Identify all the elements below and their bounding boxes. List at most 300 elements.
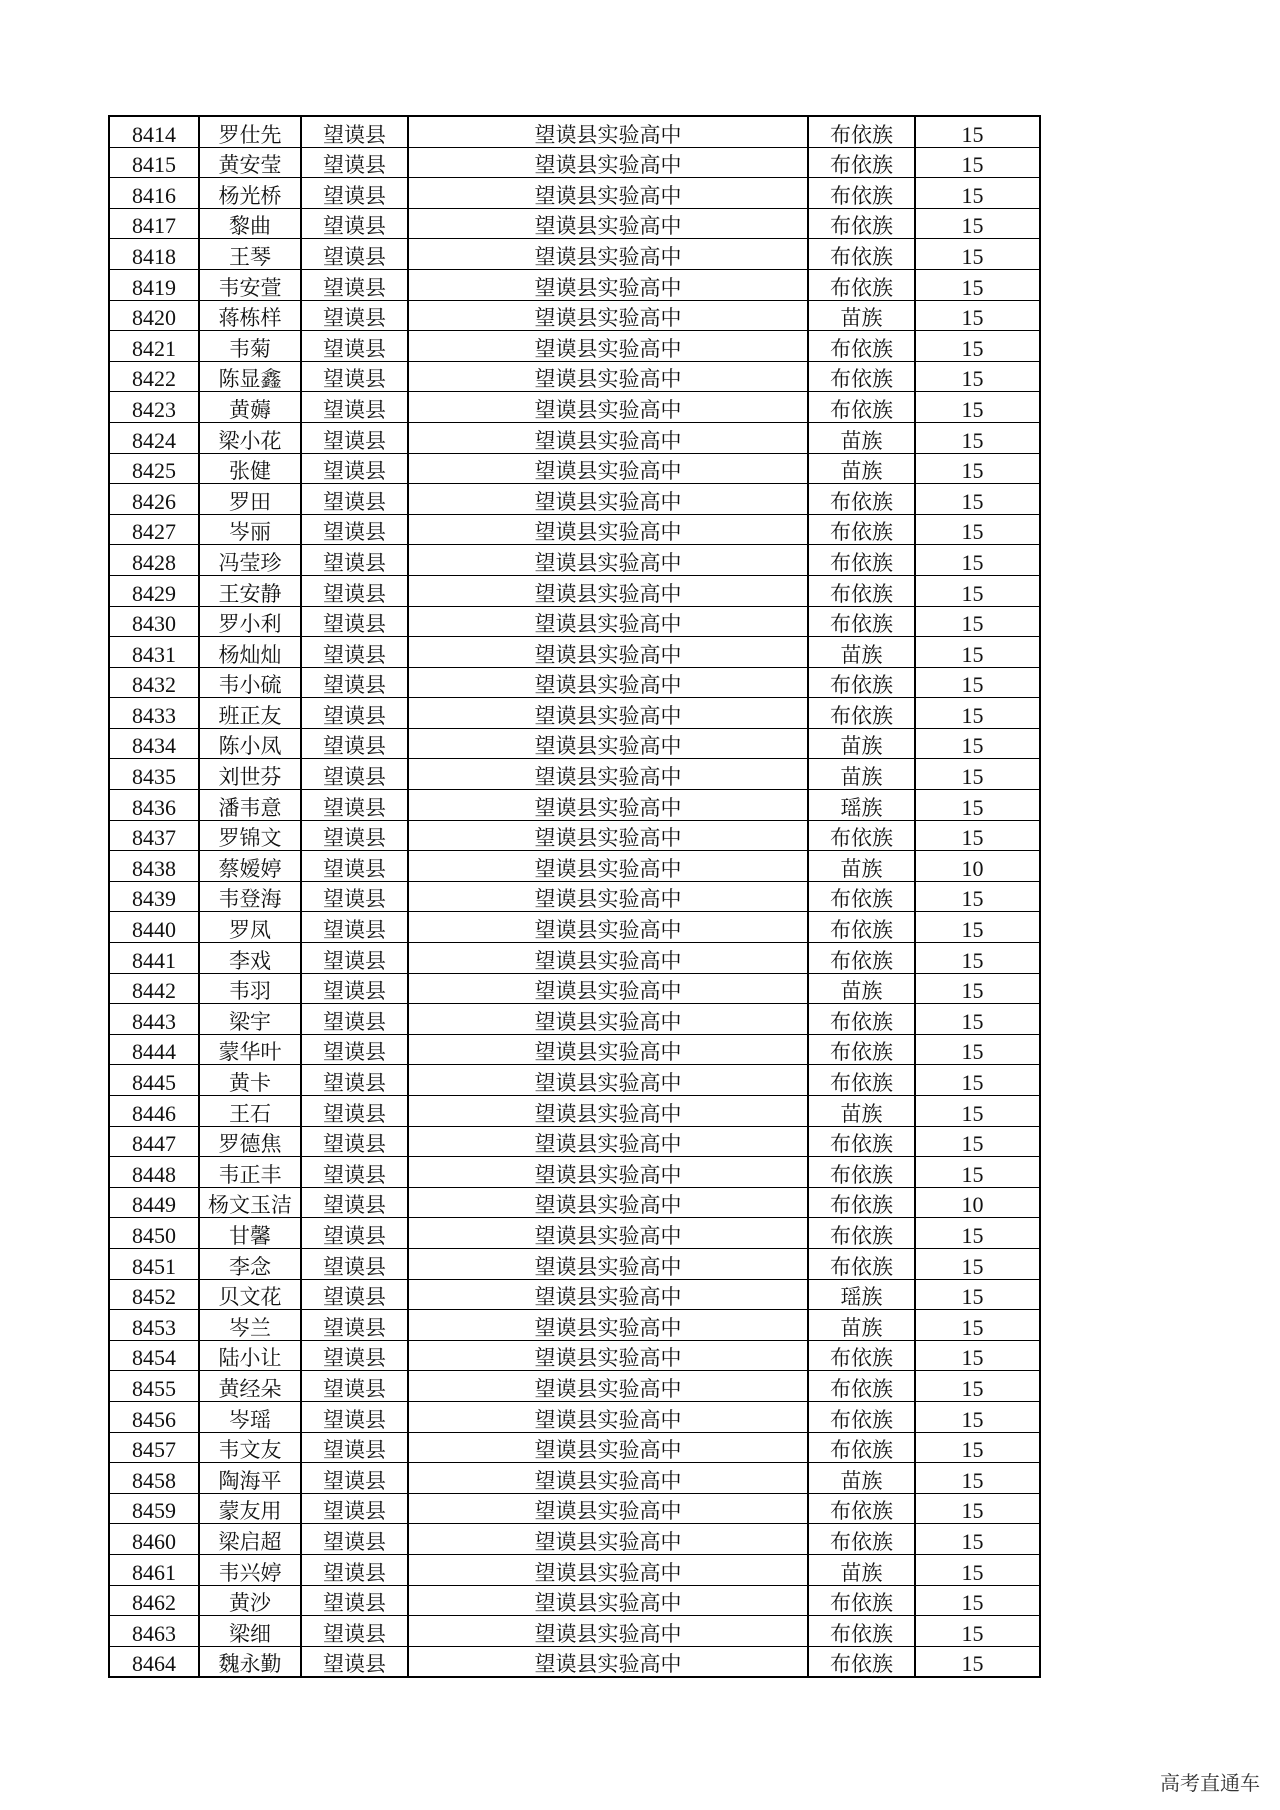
cell-score-text: 15 [961, 978, 984, 1004]
cell-score [915, 545, 1040, 576]
cell-score [915, 300, 1040, 331]
cell-number-text: 8447 [132, 1131, 176, 1157]
cell-ethnicity [808, 881, 915, 912]
cell-score [915, 667, 1040, 698]
cell-school [408, 1248, 808, 1279]
cell-county [301, 1554, 408, 1585]
cell-name-text: 韦登海 [218, 887, 282, 912]
cell-school [408, 728, 808, 759]
cell-name-text: 潘韦意 [218, 795, 282, 820]
cell-county-text: 望谟县 [323, 795, 386, 820]
cell-ethnicity [808, 1432, 915, 1463]
cell-ethnicity [808, 698, 915, 729]
cell-school-text: 望谟县实验高中 [534, 1040, 682, 1065]
cell-score [915, 1310, 1040, 1341]
table-row [109, 116, 1040, 147]
cell-school-text: 望谟县实验高中 [534, 1132, 682, 1157]
table-row [109, 1034, 1040, 1065]
cell-name [199, 1096, 301, 1127]
cell-score-text: 15 [961, 1467, 984, 1493]
cell-school [408, 1065, 808, 1096]
table-row [109, 1493, 1040, 1524]
cell-number [109, 1034, 199, 1065]
cell-name [199, 1585, 301, 1616]
cell-school-text: 望谟县实验高中 [534, 1193, 682, 1218]
cell-ethnicity [808, 575, 915, 606]
cell-ethnicity-text: 布依族 [830, 336, 893, 361]
cell-name [199, 514, 301, 545]
cell-county-text: 望谟县 [323, 1009, 386, 1034]
cell-number-text: 8448 [132, 1161, 176, 1187]
cell-score-text: 15 [961, 1620, 984, 1646]
cell-county [301, 1248, 408, 1279]
cell-ethnicity-text: 瑶族 [840, 795, 883, 820]
cell-school-text: 望谟县实验高中 [534, 856, 682, 881]
cell-school [408, 1340, 808, 1371]
cell-ethnicity [808, 667, 915, 698]
cell-score [915, 1646, 1040, 1677]
cell-county-text: 望谟县 [323, 1162, 386, 1187]
cell-ethnicity [808, 178, 915, 209]
cell-number [109, 1004, 199, 1035]
cell-score [915, 1218, 1040, 1249]
cell-number [109, 1463, 199, 1494]
table-row [109, 790, 1040, 821]
cell-ethnicity [808, 1034, 915, 1065]
cell-county [301, 392, 408, 423]
cell-county-text: 望谟县 [323, 1468, 386, 1493]
cell-school-text: 望谟县实验高中 [534, 1499, 682, 1524]
cell-name [199, 239, 301, 270]
cell-school-text: 望谟县实验高中 [534, 826, 682, 851]
cell-ethnicity [808, 1279, 915, 1310]
cell-name-text: 杨光桥 [218, 183, 282, 208]
cell-name [199, 973, 301, 1004]
cell-school [408, 514, 808, 545]
cell-name-text: 王石 [229, 1101, 271, 1126]
cell-score-text: 15 [961, 366, 984, 392]
cell-name [199, 1157, 301, 1188]
cell-name [199, 331, 301, 362]
cell-county [301, 1463, 408, 1494]
cell-county-text: 望谟县 [323, 489, 386, 514]
cell-ethnicity-text: 布依族 [830, 1346, 893, 1371]
cell-school [408, 943, 808, 974]
cell-county-text: 望谟县 [323, 1407, 386, 1432]
cell-county-text: 望谟县 [323, 275, 386, 300]
cell-county [301, 1493, 408, 1524]
cell-ethnicity-text: 布依族 [830, 1591, 893, 1616]
cell-school [408, 1432, 808, 1463]
cell-number-text: 8432 [132, 672, 176, 698]
cell-ethnicity-text: 布依族 [830, 214, 893, 239]
cell-number-text: 8421 [132, 335, 176, 361]
cell-county [301, 1616, 408, 1647]
cell-county [301, 1401, 408, 1432]
cell-school-text: 望谟县实验高中 [534, 1071, 682, 1095]
cell-county-text: 望谟县 [323, 856, 386, 881]
cell-school-text: 望谟县实验高中 [534, 214, 682, 239]
cell-score-text: 15 [961, 1161, 984, 1187]
cell-county-text: 望谟县 [323, 826, 386, 851]
cell-name-text: 黄安莹 [218, 153, 282, 178]
cell-score-text: 15 [961, 1253, 984, 1279]
cell-number [109, 606, 199, 637]
cell-county [301, 1004, 408, 1035]
cell-number-text: 8443 [132, 1008, 176, 1034]
cell-county-text: 望谟县 [323, 428, 386, 453]
cell-ethnicity [808, 331, 915, 362]
cell-score-text: 15 [961, 1284, 984, 1310]
cell-number [109, 331, 199, 362]
watermark-text: 高考直通车 [1160, 1771, 1260, 1795]
cell-score [915, 361, 1040, 392]
cell-number-text: 8429 [132, 580, 176, 606]
cell-county [301, 943, 408, 974]
cell-score-text: 15 [961, 182, 984, 208]
cell-ethnicity-text: 苗族 [840, 1101, 883, 1126]
cell-school-text: 望谟县实验高中 [534, 1529, 682, 1554]
cell-school [408, 1493, 808, 1524]
cell-score-text: 15 [961, 1437, 984, 1463]
cell-number-text: 8430 [132, 611, 176, 637]
cell-ethnicity [808, 1218, 915, 1249]
cell-county [301, 1585, 408, 1616]
cell-ethnicity [808, 606, 915, 637]
cell-number-text: 8416 [132, 182, 176, 208]
cell-school [408, 208, 808, 239]
cell-school [408, 606, 808, 637]
cell-county-text: 望谟县 [323, 1652, 386, 1677]
cell-ethnicity-text: 布依族 [830, 1254, 893, 1279]
table-row [109, 1401, 1040, 1432]
cell-name-text: 韦兴婷 [218, 1560, 282, 1585]
cell-county-text: 望谟县 [323, 979, 386, 1004]
cell-number [109, 422, 199, 453]
cell-county-text: 望谟县 [323, 1376, 386, 1401]
cell-name-text: 贝文花 [218, 1285, 282, 1310]
cell-school-text: 望谟县实验高中 [534, 550, 682, 575]
cell-number [109, 1310, 199, 1341]
cell-county [301, 545, 408, 576]
cell-ethnicity-text: 布依族 [830, 367, 893, 392]
cell-county [301, 1187, 408, 1218]
cell-ethnicity-text: 布依族 [830, 397, 893, 422]
cell-name-text: 罗锦文 [218, 826, 282, 851]
cell-number [109, 1585, 199, 1616]
cell-school-text: 望谟县实验高中 [534, 1162, 682, 1187]
cell-name [199, 820, 301, 851]
cell-school [408, 331, 808, 362]
cell-county [301, 820, 408, 851]
cell-ethnicity-text: 布依族 [830, 948, 893, 973]
cell-ethnicity [808, 912, 915, 943]
cell-school-text: 望谟县实验高中 [534, 642, 682, 667]
cell-score-text: 15 [961, 672, 984, 698]
cell-number [109, 912, 199, 943]
cell-school-text: 望谟县实验高中 [534, 1621, 682, 1646]
cell-county [301, 912, 408, 943]
cell-score-text: 15 [961, 917, 984, 943]
cell-name-text: 梁小花 [218, 428, 282, 453]
cell-name [199, 484, 301, 515]
cell-school-text: 望谟县实验高中 [534, 275, 682, 300]
cell-ethnicity-text: 布依族 [830, 122, 893, 147]
cell-name [199, 943, 301, 974]
cell-ethnicity-text: 布依族 [830, 489, 893, 514]
cell-ethnicity [808, 422, 915, 453]
cell-score-text: 15 [961, 1498, 984, 1524]
cell-school-text: 望谟县实验高中 [534, 1101, 682, 1126]
cell-score-text: 10 [961, 1192, 984, 1218]
cell-ethnicity-text: 苗族 [840, 765, 883, 790]
cell-name-text: 王安静 [218, 581, 282, 606]
cell-score [915, 392, 1040, 423]
cell-school-text: 望谟县实验高中 [534, 1315, 682, 1340]
cell-score-text: 15 [961, 733, 984, 759]
cell-score-text: 15 [961, 886, 984, 912]
cell-score-text: 15 [961, 825, 984, 851]
cell-name-text: 韦文友 [218, 1438, 282, 1463]
cell-number [109, 1371, 199, 1402]
cell-name-text: 梁启超 [218, 1529, 282, 1554]
table-row [109, 851, 1040, 882]
cell-name-text: 罗德焦 [218, 1132, 282, 1157]
cell-number [109, 1279, 199, 1310]
cell-score-text: 15 [961, 641, 984, 667]
cell-name [199, 1524, 301, 1555]
cell-school-text: 望谟县实验高中 [534, 673, 682, 698]
cell-county-text: 望谟县 [323, 1132, 386, 1157]
cell-score [915, 759, 1040, 790]
cell-name-text: 魏永勤 [218, 1652, 282, 1677]
cell-name [199, 1034, 301, 1065]
cell-ethnicity-text: 苗族 [840, 979, 883, 1004]
cell-county-text: 望谟县 [323, 1560, 386, 1585]
cell-name-text: 蒙华叶 [218, 1040, 282, 1065]
cell-name-text: 甘馨 [229, 1223, 271, 1248]
cell-score [915, 912, 1040, 943]
table-row [109, 484, 1040, 515]
cell-name [199, 881, 301, 912]
table-row [109, 1065, 1040, 1096]
cell-county [301, 422, 408, 453]
cell-number-text: 8428 [132, 549, 176, 575]
cell-score [915, 851, 1040, 882]
cell-name-text: 李念 [229, 1254, 271, 1279]
cell-ethnicity [808, 1096, 915, 1127]
cell-ethnicity-text: 布依族 [830, 1223, 893, 1248]
cell-school [408, 1646, 808, 1677]
cell-number [109, 1187, 199, 1218]
cell-number [109, 116, 199, 147]
cell-score [915, 1371, 1040, 1402]
cell-school [408, 1463, 808, 1494]
table-row [109, 1218, 1040, 1249]
cell-number [109, 575, 199, 606]
cell-ethnicity [808, 759, 915, 790]
cell-number-text: 8446 [132, 1100, 176, 1126]
cell-number-text: 8452 [132, 1284, 176, 1310]
cell-ethnicity [808, 1463, 915, 1494]
cell-number-text: 8437 [132, 825, 176, 851]
cell-school-text: 望谟县实验高中 [534, 1009, 682, 1034]
cell-county [301, 851, 408, 882]
cell-name [199, 1616, 301, 1647]
cell-ethnicity-text: 苗族 [840, 428, 883, 453]
cell-ethnicity [808, 1616, 915, 1647]
cell-ethnicity-text: 布依族 [830, 826, 893, 851]
cell-school-text: 望谟县实验高中 [534, 581, 682, 606]
cell-ethnicity-text: 布依族 [830, 183, 893, 208]
cell-school-text: 望谟县实验高中 [534, 1591, 682, 1616]
cell-score-text: 10 [961, 855, 984, 881]
cell-ethnicity [808, 943, 915, 974]
cell-number-text: 8444 [132, 1039, 176, 1065]
cell-number [109, 147, 199, 178]
cell-score-text: 15 [961, 1100, 984, 1126]
cell-number [109, 1065, 199, 1096]
cell-score-text: 15 [961, 121, 984, 147]
table-row [109, 912, 1040, 943]
cell-county-text: 望谟县 [323, 703, 386, 728]
table-row [109, 545, 1040, 576]
cell-ethnicity [808, 1126, 915, 1157]
table-row [109, 1096, 1040, 1127]
cell-name-text: 罗小利 [218, 612, 282, 637]
cell-number-text: 8445 [132, 1070, 176, 1095]
cell-name-text: 韦正丰 [218, 1162, 282, 1187]
cell-score [915, 116, 1040, 147]
cell-number [109, 1218, 199, 1249]
cell-ethnicity [808, 1585, 915, 1616]
table-row [109, 1616, 1040, 1647]
cell-score [915, 1157, 1040, 1188]
cell-county-text: 望谟县 [323, 397, 386, 422]
cell-number [109, 698, 199, 729]
cell-name [199, 728, 301, 759]
cell-number [109, 1096, 199, 1127]
cell-score-text: 15 [961, 1375, 984, 1401]
cell-school-text: 望谟县实验高中 [534, 1223, 682, 1248]
cell-name [199, 698, 301, 729]
cell-county [301, 208, 408, 239]
cell-county [301, 331, 408, 362]
cell-score-text: 15 [961, 396, 984, 422]
cell-name-text: 岑瑶 [229, 1407, 271, 1432]
cell-number-text: 8431 [132, 641, 176, 667]
cell-ethnicity-text: 布依族 [830, 673, 893, 698]
cell-school [408, 1218, 808, 1249]
cell-name [199, 1463, 301, 1494]
cell-county [301, 1157, 408, 1188]
cell-name-text: 韦安萱 [218, 275, 282, 300]
cell-score [915, 943, 1040, 974]
cell-score [915, 1401, 1040, 1432]
table-row [109, 1126, 1040, 1157]
cell-county-text: 望谟县 [323, 1101, 386, 1126]
cell-score-text: 15 [961, 458, 984, 484]
cell-number [109, 943, 199, 974]
cell-number-text: 8440 [132, 917, 176, 943]
cell-school-text: 望谟县实验高中 [534, 459, 682, 484]
cell-county [301, 1340, 408, 1371]
cell-name [199, 545, 301, 576]
cell-ethnicity [808, 361, 915, 392]
cell-score-text: 15 [961, 488, 984, 514]
cell-ethnicity-text: 苗族 [840, 642, 883, 667]
cell-number-text: 8436 [132, 794, 176, 820]
cell-score [915, 453, 1040, 484]
cell-school [408, 147, 808, 178]
cell-number-text: 8449 [132, 1192, 176, 1218]
cell-school [408, 1371, 808, 1402]
cell-county [301, 484, 408, 515]
cell-number-text: 8441 [132, 947, 176, 973]
cell-county [301, 147, 408, 178]
cell-name-text: 罗仕先 [218, 122, 282, 147]
cell-county-text: 望谟县 [323, 1254, 386, 1279]
cell-name-text: 黄薅 [229, 397, 271, 422]
cell-county [301, 1310, 408, 1341]
cell-number-text: 8417 [132, 213, 176, 239]
cell-county-text: 望谟县 [323, 1071, 386, 1095]
cell-ethnicity [808, 1401, 915, 1432]
cell-school-text: 望谟县实验高中 [534, 918, 682, 943]
cell-county [301, 1524, 408, 1555]
cell-name [199, 178, 301, 209]
cell-county [301, 881, 408, 912]
cell-name [199, 667, 301, 698]
cell-ethnicity [808, 269, 915, 300]
cell-school-text: 望谟县实验高中 [534, 520, 682, 545]
table-row [109, 575, 1040, 606]
cell-score [915, 606, 1040, 637]
cell-number [109, 300, 199, 331]
table-row [109, 1004, 1040, 1035]
cell-school-text: 望谟县实验高中 [534, 1468, 682, 1493]
cell-school [408, 1187, 808, 1218]
cell-county [301, 361, 408, 392]
cell-school [408, 269, 808, 300]
cell-number [109, 484, 199, 515]
cell-school [408, 116, 808, 147]
cell-county-text: 望谟县 [323, 1499, 386, 1524]
table-row [109, 1187, 1040, 1218]
cell-score [915, 331, 1040, 362]
cell-number-text: 8414 [132, 121, 176, 147]
cell-county [301, 1218, 408, 1249]
cell-name [199, 637, 301, 668]
cell-name-text: 蔡嫒婷 [218, 856, 282, 881]
cell-score-text: 15 [961, 305, 984, 331]
cell-number [109, 851, 199, 882]
cell-ethnicity-text: 布依族 [830, 1162, 893, 1187]
cell-school [408, 1524, 808, 1555]
cell-ethnicity-text: 布依族 [830, 275, 893, 300]
cell-school-text: 望谟县实验高中 [534, 397, 682, 422]
cell-school-text: 望谟县实验高中 [534, 1560, 682, 1585]
cell-number-text: 8424 [132, 427, 176, 453]
cell-name [199, 208, 301, 239]
cell-ethnicity [808, 1248, 915, 1279]
cell-ethnicity-text: 布依族 [830, 918, 893, 943]
cell-county [301, 973, 408, 1004]
cell-ethnicity-text: 苗族 [840, 734, 883, 759]
cell-school-text: 望谟县实验高中 [534, 153, 682, 178]
cell-name-text: 罗凤 [229, 918, 271, 943]
cell-county-text: 望谟县 [323, 183, 386, 208]
